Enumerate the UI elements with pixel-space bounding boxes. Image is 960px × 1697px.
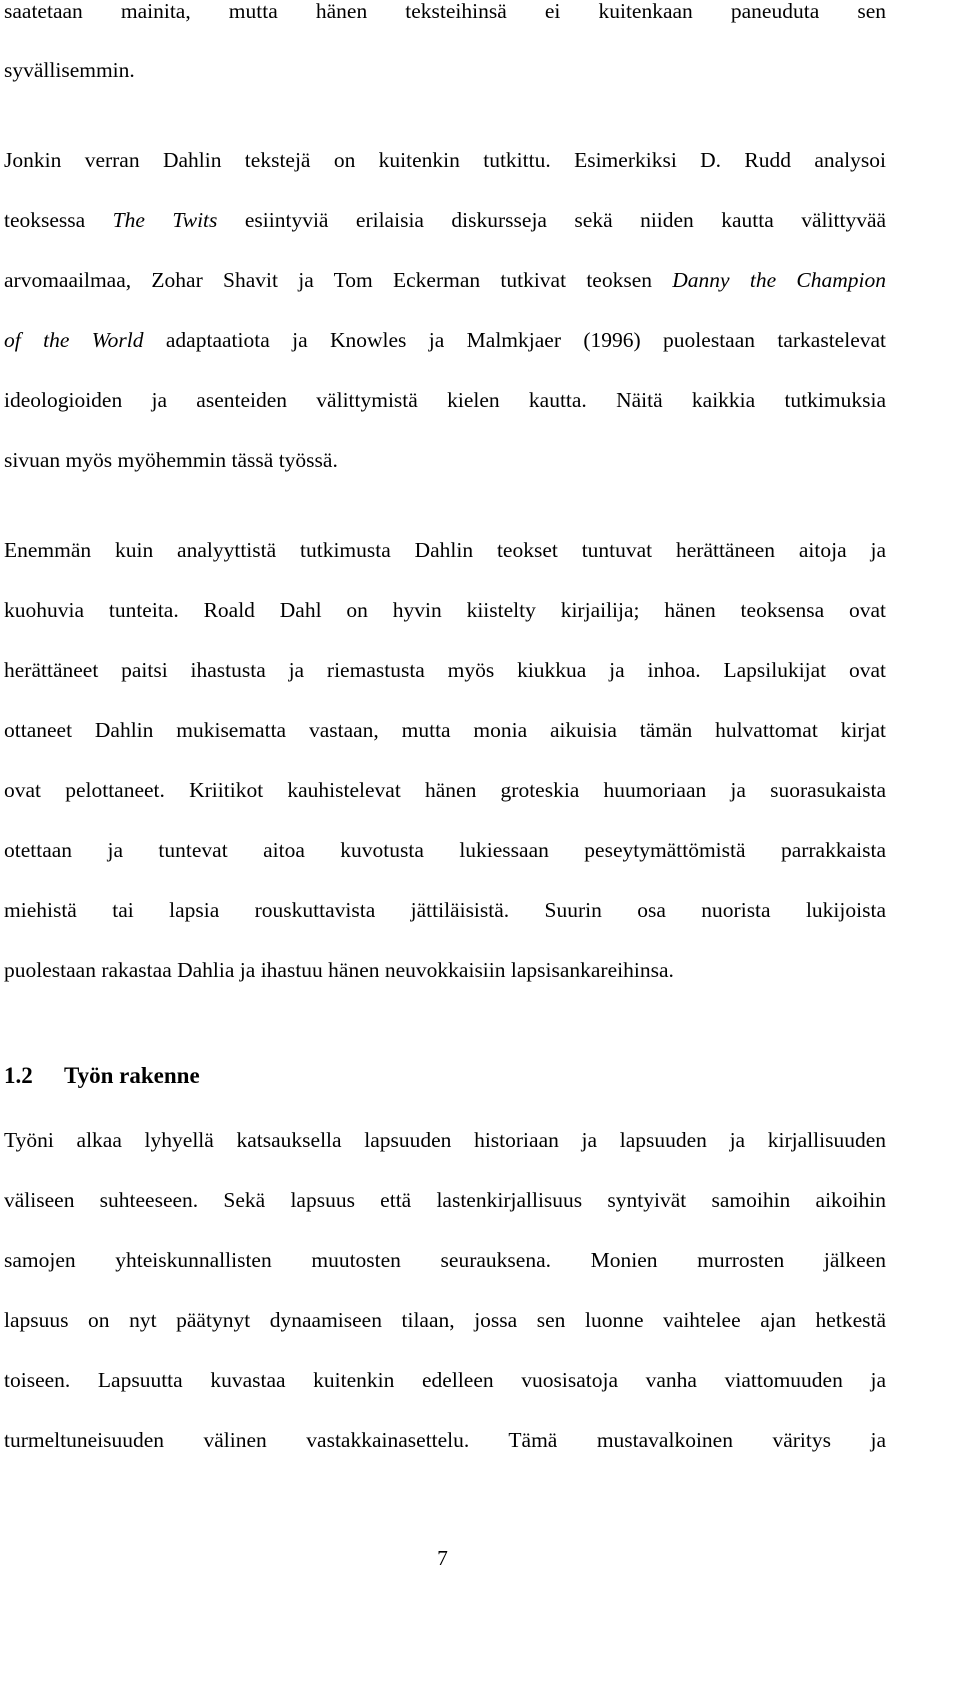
text-line: ottaneet Dahlin mukisematta vastaan, mutta monia aikuisia tämän hulvattomat kirjat xyxy=(4,718,886,742)
text-run: adaptaatiota ja Knowles ja Malmkjaer (1996) puolestaan tarkastelevat xyxy=(143,328,886,352)
text-line xyxy=(4,265,886,295)
text-line: turmeltuneisuuden välinen vastakkainasettelu. Tämä mustavalkoinen väritys ja xyxy=(4,1428,886,1452)
text-line: samojen yhteiskunnallisten muutosten seurauksena. Monien murrosten jälkeen xyxy=(4,1248,886,1272)
text-line: lapsuus on nyt päätynyt dynaamiseen tilaan, jossa sen luonne vaihtelee ajan hetkestä xyxy=(4,1308,886,1332)
text-line: sivuan myös myöhemmin tässä työssä. xyxy=(4,448,338,472)
text-run: esiintyviä erilaisia diskursseja sekä niiden kautta välittyvää xyxy=(217,208,887,232)
section-number: 1.2 xyxy=(4,1063,33,1088)
text-line: otettaan ja tuntevat aitoa kuvotusta lukiessaan peseytymättömistä parrakkaista xyxy=(4,838,886,862)
book-title: Danny the Champion xyxy=(672,268,886,292)
book-title: The Twits xyxy=(112,208,218,232)
text-line: toiseen. Lapsuutta kuvastaa kuitenkin edelleen vuosisatoja vanha viattomuuden ja xyxy=(4,1368,886,1392)
book-title: of the World xyxy=(4,328,144,352)
text-line: miehistä tai lapsia rouskuttavista jättiläisistä. Suurin osa nuorista lukijoista xyxy=(4,898,886,922)
text-line: ideologioiden ja asenteiden välittymistä kielen kautta. Näitä kaikkia tutkimuksia xyxy=(4,388,886,412)
text-line: Työni alkaa lyhyellä katsauksella lapsuuden historiaan ja lapsuuden ja kirjallisuuden xyxy=(4,1128,886,1152)
text-line: Jonkin verran Dahlin tekstejä on kuitenkin tutkittu. Esimerkiksi D. Rudd analysoi xyxy=(4,148,886,172)
page-number: 7 xyxy=(437,1546,448,1570)
text-line xyxy=(4,325,886,355)
section-heading xyxy=(4,1061,604,1091)
text-run: arvomaailmaa, Zohar Shavit ja Tom Eckerman tutkivat teoksen xyxy=(4,268,673,292)
section-title: Työn rakenne xyxy=(64,1063,200,1088)
text-run: teoksessa xyxy=(4,208,113,232)
text-line: Enemmän kuin analyyttistä tutkimusta Dahlin teokset tuntuvat herättäneen aitoja ja xyxy=(4,538,886,562)
text-line: syvällisemmin. xyxy=(4,58,135,82)
text-line: ovat pelottaneet. Kriitikot kauhistelevat hänen groteskia huumoriaan ja suorasukaista xyxy=(4,778,886,802)
text-line: herättäneet paitsi ihastusta ja riemastusta myös kiukkua ja inhoa. Lapsilukijat ovat xyxy=(4,658,886,682)
text-line: puolestaan rakastaa Dahlia ja ihastuu hänen neuvokkaisiin lapsisankareihinsa. xyxy=(4,958,674,982)
text-line: väliseen suhteeseen. Sekä lapsuus että lastenkirjallisuus syntyivät samoihin aikoihin xyxy=(4,1188,886,1212)
text-line xyxy=(4,205,886,235)
text-line: kuohuvia tunteita. Roald Dahl on hyvin kiistelty kirjailija; hänen teoksensa ovat xyxy=(4,598,886,622)
text-line: saatetaan mainita, mutta hänen teksteihinsä ei kuitenkaan paneuduta sen xyxy=(4,0,886,23)
